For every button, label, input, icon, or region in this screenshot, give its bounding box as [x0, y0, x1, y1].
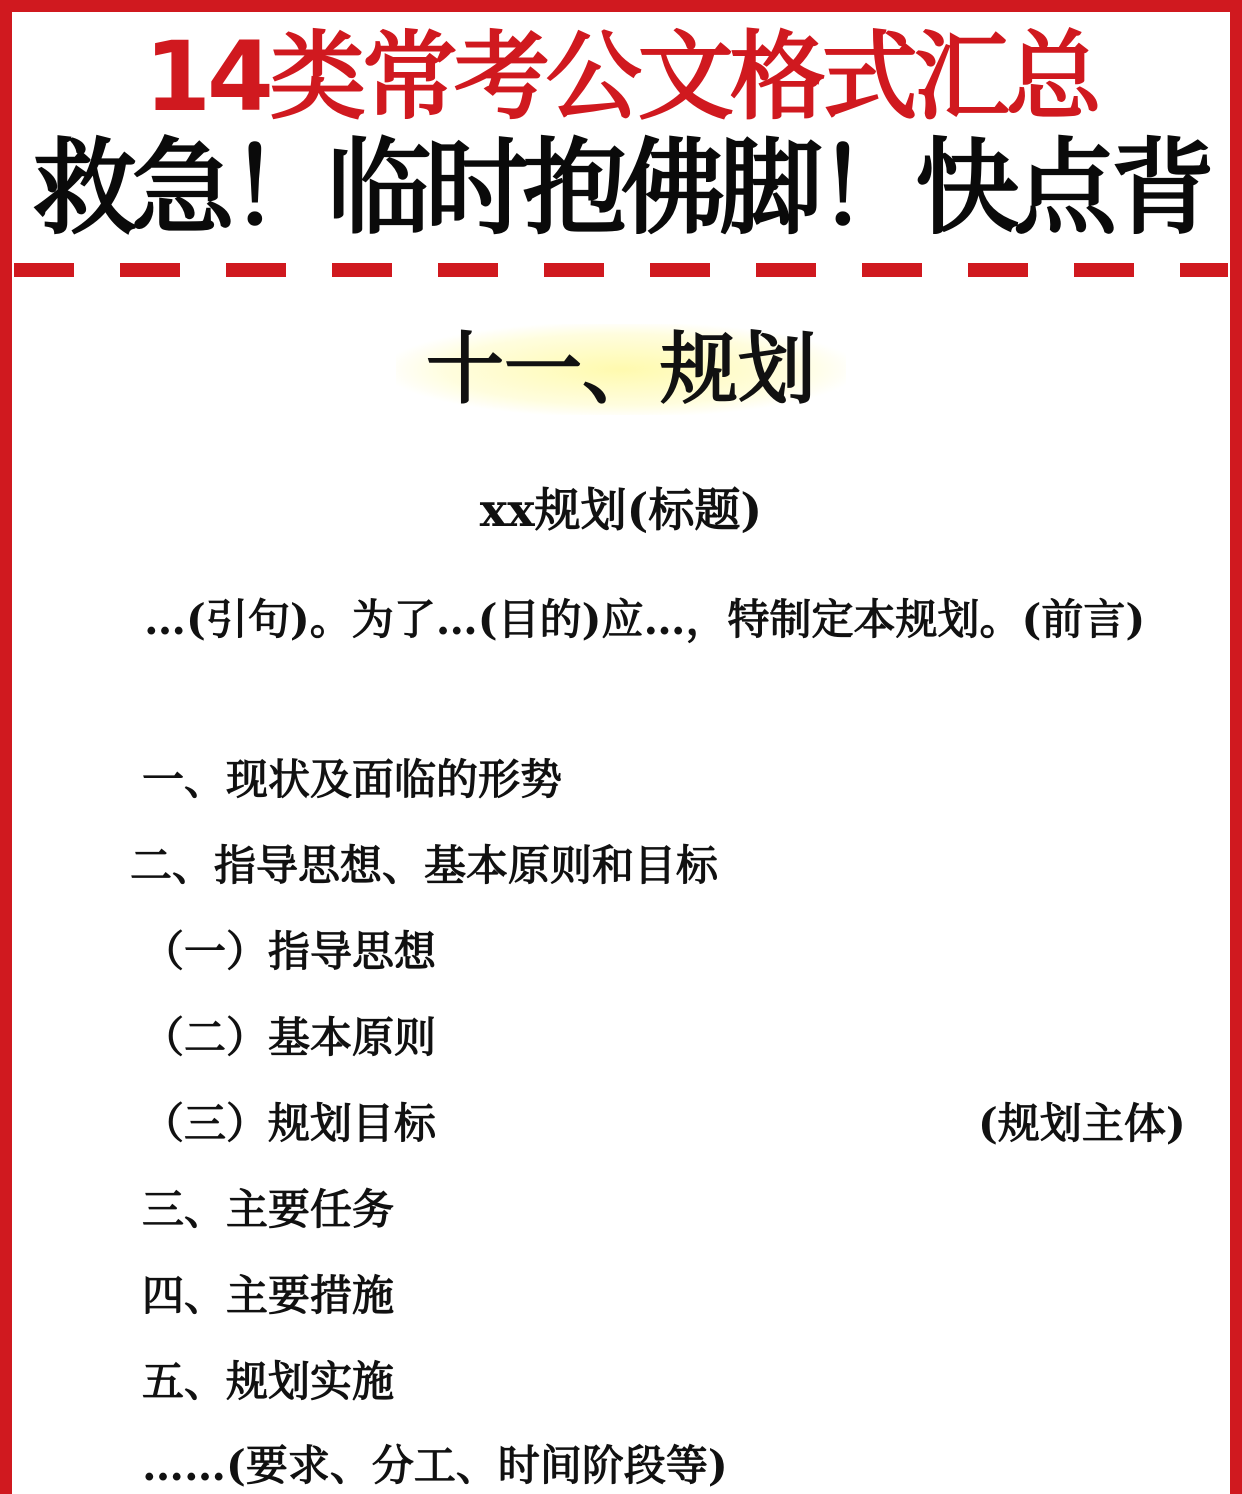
outline-item-9: ……(要求、分工、时间阶段等) [142, 1441, 728, 1490]
outline-item-6: 三、主要任务 [142, 1185, 395, 1234]
outline-item-5: （三）规划目标 [142, 1099, 437, 1148]
preface-paragraph: …(引句)。为了…(目的)应…，特制定本规划。(前言) [144, 595, 1146, 644]
outline-item-7: 四、主要措施 [142, 1271, 395, 1320]
document-title: xx规划(标题) [479, 483, 763, 537]
outline-item-2: 二、指导思想、基本原则和目标 [130, 841, 719, 890]
dashed-divider [14, 263, 1228, 277]
body-label: (规划主体) [978, 1099, 1186, 1148]
header-title-black: 救急！临时抱佛脚！快点背 [32, 127, 1209, 249]
section-title-text: 十一、规划 [396, 324, 846, 415]
outline-item-1: 一、现状及面临的形势 [142, 755, 563, 804]
header-title-red: 14类常考公文格式汇总 [144, 21, 1098, 133]
outline-item-8: 五、规划实施 [142, 1357, 395, 1406]
section-title [0, 322, 1242, 418]
outline-item-4: （二）基本原则 [142, 1013, 437, 1062]
outline-item-3: （一）指导思想 [142, 927, 437, 976]
